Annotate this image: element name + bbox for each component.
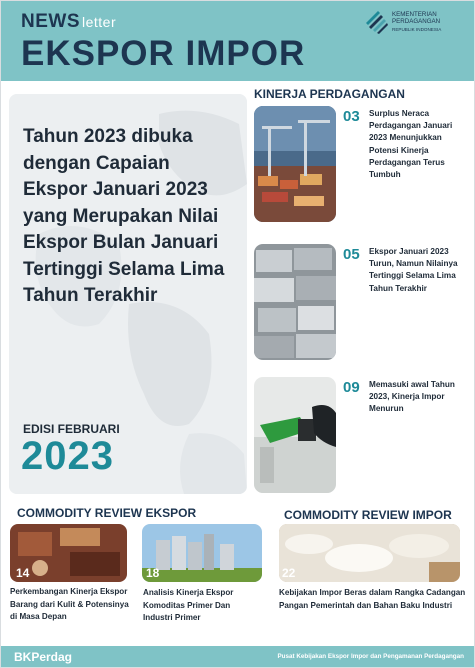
- hero-headline: Tahun 2023 dibuka dengan Capaian Ekspor Januari 2023 yang Merupakan Nilai Ekspor Bulan Januari Tertinggi Selama Lima Tahun Terakhir: [23, 126, 225, 306]
- letter-word: letter: [82, 14, 117, 30]
- port-cranes-image: [254, 106, 336, 222]
- commodity-impor-heading: COMMODITY REVIEW IMPOR: [284, 508, 452, 522]
- footer-brand: BKPerdag: [14, 650, 73, 664]
- commodity-ekspor-heading: COMMODITY REVIEW EKSPOR: [17, 506, 197, 520]
- article-title: Memasuki awal Tahun 2023, Kinerja Impor Menurun: [369, 380, 455, 414]
- page-number: 05: [343, 246, 360, 263]
- logo-line-3: REPUBLIK INDONESIA: [392, 26, 442, 32]
- header-band: [1, 1, 475, 81]
- article-title: Analisis Kinerja Ekspor Komoditas Primer Dan Industri Primer: [143, 588, 234, 622]
- hero-card: [9, 94, 247, 494]
- metal-ingots-image: [254, 244, 336, 360]
- page-number: 18: [146, 566, 160, 580]
- rice-grains-image[interactable]: [279, 524, 460, 582]
- grain-silos-image[interactable]: [142, 524, 262, 582]
- article-title: Surplus Neraca Perdagangan Januari 2023 Menunjukkan Potensi Kinerja Perdagangan Terus Tumbuh: [369, 109, 453, 180]
- page-number: 09: [343, 379, 360, 396]
- footer-publisher: Pusat Kebijakan Ekspor Impor dan Pengamanan Perdagangan: [277, 653, 464, 660]
- article-title: Perkembangan Kinerja Ekspor Barang dari Kulit & Potensinya di Masa Depan: [10, 587, 129, 621]
- kinerja-heading: KINERJA PERDAGANGAN: [254, 87, 405, 101]
- newsletter-label: [21, 11, 116, 33]
- ministry-emblem-icon: [364, 7, 390, 35]
- news-word: NEWS: [21, 11, 80, 32]
- ministry-logo: [364, 7, 472, 41]
- footer-band: [1, 646, 475, 668]
- logo-line-2: PERDAGANGAN: [392, 18, 441, 26]
- logo-line-1: KEMENTERIAN: [392, 11, 437, 18]
- article-title: Ekspor Januari 2023 Turun, Namun Nilainya Tertinggi Selama Lima Tahun Terakhir: [369, 247, 458, 293]
- article-title: Kebijakan Impor Beras dalam Rangka Cadangan Pangan Pemerintah dan Bahan Baku Industri: [279, 588, 466, 610]
- ministry-name: [392, 11, 441, 33]
- masthead-title: EKSPOR IMPOR: [21, 34, 306, 73]
- fuel-nozzle-image: [254, 377, 336, 493]
- page-number: 03: [343, 108, 360, 125]
- edition-label: EDISI FEBRUARI: [23, 422, 120, 436]
- page-number: 14: [16, 566, 30, 580]
- edition-year: 2023: [21, 434, 114, 478]
- page-number: 22: [282, 566, 296, 580]
